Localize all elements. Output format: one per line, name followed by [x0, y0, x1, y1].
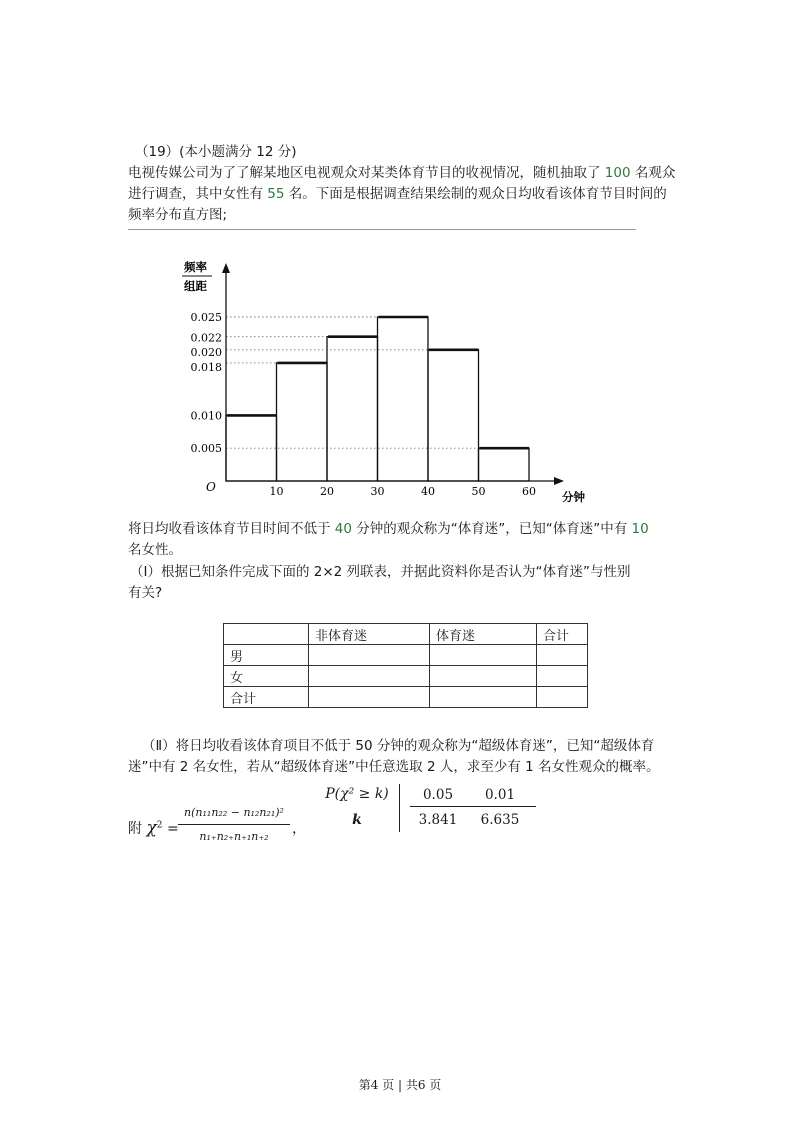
chi-symbol: χ: [146, 818, 157, 838]
histogram-bars: [226, 317, 529, 481]
page-footer: 第4 页 | 共6 页: [358, 1078, 442, 1092]
row-label-total: 合计: [224, 687, 309, 708]
formula-comma: ，: [292, 821, 306, 837]
table-cell[interactable]: [430, 645, 537, 666]
histogram-bar: [479, 448, 530, 481]
x-tick-label: 50: [471, 485, 486, 498]
row-label-female: 女: [224, 666, 309, 687]
table-cell[interactable]: [430, 687, 537, 708]
equals-sign: =: [162, 821, 179, 837]
intro-line-3: 频率分布直方图;: [128, 207, 228, 223]
y-tick-label: 0.018: [190, 360, 222, 374]
histogram-bar: [327, 337, 378, 481]
intro-text: 进行调查，其中女性有: [128, 186, 268, 202]
critical-table-k-header: k: [352, 812, 362, 828]
table-cell[interactable]: [537, 666, 588, 687]
ylabel-top: 频率: [184, 260, 207, 274]
origin-label: O: [206, 480, 216, 494]
table-cell: [224, 624, 309, 645]
y-tick-label: 0.010: [190, 409, 222, 423]
intro-line-2: [128, 184, 667, 204]
x-tick-label: 60: [522, 485, 536, 498]
ylabel-bottom: 组距: [184, 279, 207, 293]
y-axis-arrow: [222, 263, 230, 273]
frequency-histogram: [170, 255, 630, 515]
formula-denominator: n₁₊n₂₊n₊₁n₊₂: [199, 830, 269, 843]
y-tick-labels: [191, 311, 223, 455]
threshold-minutes: 40: [334, 521, 352, 537]
part1-line-2: 有关?: [128, 585, 163, 601]
y-tick-label: 0.005: [190, 442, 222, 456]
table-cell[interactable]: [430, 666, 537, 687]
histogram-bar: [428, 350, 479, 481]
p-value-005: 0.05: [422, 787, 454, 803]
table-cell[interactable]: [537, 687, 588, 708]
table-row: [224, 645, 588, 666]
text: 分钟的观众称为“体育迷”，已知“体育迷”中有: [351, 521, 632, 537]
table-cell[interactable]: [309, 666, 430, 687]
xlabel: 分钟: [562, 490, 585, 504]
after-chart-line-2: 名女性。: [128, 542, 182, 558]
table-cell[interactable]: [309, 645, 430, 666]
table-header-fan: 体育迷: [430, 624, 537, 645]
part2-line-1: （Ⅱ）将日均收看该体育项目不低于 50 分钟的观众称为“超级体育迷”，已知“超级体育: [142, 738, 655, 754]
intro-text: 名。下面是根据调查结果绘制的观众日均收看该体育节目时间的: [284, 186, 667, 202]
x-axis-arrow: [554, 477, 564, 485]
y-tick-label: 0.020: [190, 345, 222, 359]
formula-numerator: n(n₁₁n₂₂ − n₁₂n₂₁)²: [184, 806, 284, 819]
x-tick-label: 20: [320, 485, 334, 498]
histogram-bar: [277, 363, 328, 481]
part1-line-1: （Ⅰ）根据已知条件完成下面的 2×2 列联表，并据此资料你是否认为“体育迷”与性别: [130, 564, 631, 580]
formula-fraction-bar: [178, 824, 290, 825]
x-tick-label: 30: [370, 485, 385, 498]
critical-table-p-header: P(χ² ≥ k): [325, 786, 389, 802]
intro-text: 名观众: [630, 165, 676, 181]
table-cell[interactable]: [309, 687, 430, 708]
appendix-prefix: 附: [128, 821, 142, 837]
table-row: [224, 687, 588, 708]
intro-line-1: [128, 163, 675, 183]
problem-header: （19）(本小题满分 12 分): [135, 144, 297, 160]
appendix-label: [128, 818, 179, 838]
text: 将日均收看该体育节目时间不低于: [128, 521, 335, 537]
critical-table-divider-horizontal: [410, 806, 536, 807]
x-tick-label: 10: [269, 485, 284, 498]
table-header-total: 合计: [537, 624, 588, 645]
table-row: [224, 624, 588, 645]
part2-line-2: 迷”中有 2 名女性，若从“超级体育迷”中任意选取 2 人，求至少有 1 名女性观众的概率。: [128, 759, 660, 775]
table-cell[interactable]: [537, 645, 588, 666]
y-tick-label: 0.022: [190, 331, 222, 345]
k-value-3841: 3.841: [418, 812, 458, 828]
p-value-001: 0.01: [484, 787, 516, 803]
k-value-6635: 6.635: [480, 812, 520, 828]
female-fan-count: 10: [631, 521, 649, 537]
intro-text: 电视传媒公司为了了解某地区电视观众对某类体育节目的收视情况，随机抽取了: [128, 165, 605, 181]
chi-exponent: 2: [156, 820, 163, 831]
x-tick-labels: [270, 485, 537, 498]
after-chart-line-1: [128, 519, 649, 539]
y-tick-label: 0.025: [190, 311, 222, 324]
table-header-non-fan: 非体育迷: [309, 624, 430, 645]
histogram-bar: [378, 317, 429, 481]
axes: [222, 263, 564, 485]
contingency-table: [223, 623, 588, 708]
critical-table-divider-vertical: [399, 784, 400, 832]
x-tick-label: 40: [421, 485, 435, 498]
sample-size: 100: [604, 165, 631, 181]
row-label-male: 男: [224, 645, 309, 666]
table-row: [224, 666, 588, 687]
divider-rule: [128, 229, 636, 230]
female-count: 55: [267, 186, 285, 202]
